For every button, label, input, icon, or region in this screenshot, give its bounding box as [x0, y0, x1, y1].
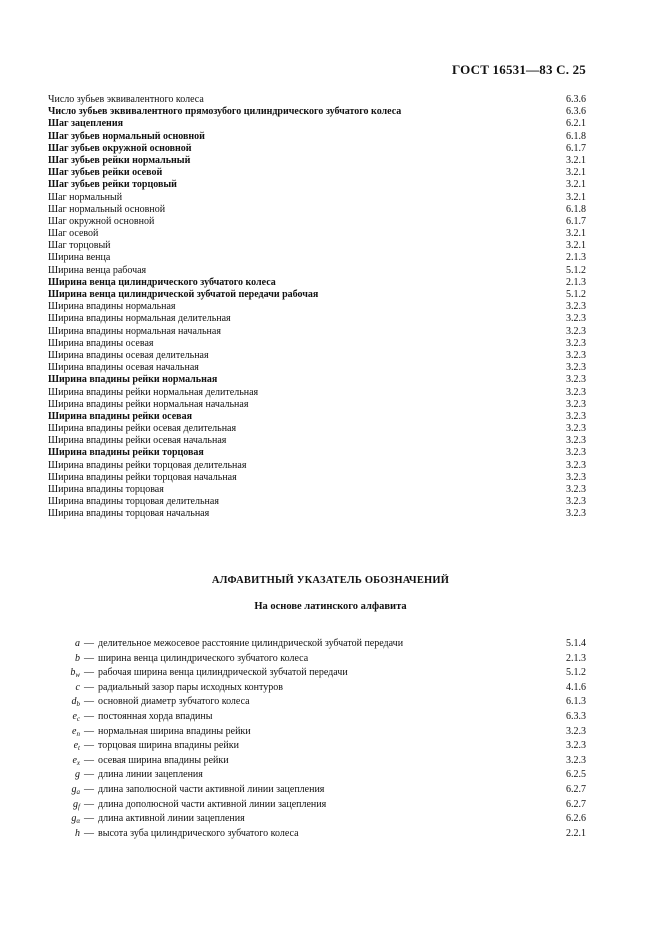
term-ref: 6.1.8 — [566, 203, 586, 215]
term-text: Ширина впадины торцовая начальная — [48, 508, 210, 520]
term-text: Шаг зубьев окружной основной — [48, 142, 192, 154]
symbol-dash: — — [84, 638, 94, 649]
symbol-description: длина линии зацепления — [98, 769, 203, 781]
term-text: Ширина впадины торцовая делительная — [48, 496, 219, 508]
symbol-ref: 6.2.5 — [566, 769, 586, 781]
term-text: Ширина впадины нормальная делительная — [48, 313, 231, 325]
term-ref: 3.2.3 — [566, 325, 586, 337]
term-row — [48, 399, 586, 411]
symbol-description: ширина венца цилиндрического зубчатого колеса — [98, 652, 309, 664]
term-index-list — [48, 94, 586, 521]
term-ref: 6.1.7 — [566, 142, 586, 154]
symbol-ref: 2.1.3 — [566, 652, 586, 664]
symbol-subscript: α — [76, 817, 80, 826]
term-row — [48, 496, 586, 508]
symbol-dash: — — [84, 710, 94, 722]
symbol-dash: — — [84, 769, 94, 781]
symbol-description: нормальная ширина впадины рейки — [98, 725, 251, 737]
symbol-row — [48, 652, 586, 667]
term-text: Ширина впадины торцовая — [48, 484, 164, 495]
term-text: Шаг зубьев рейки торцовый — [48, 179, 177, 191]
symbol-base: e — [72, 710, 77, 722]
term-ref: 3.2.3 — [566, 508, 586, 520]
term-row — [48, 435, 586, 447]
term-ref: 3.2.3 — [566, 374, 586, 386]
term-ref: 3.2.3 — [566, 313, 586, 325]
symbol-description: постоянная хорда впадины — [98, 710, 213, 722]
symbol-base: a — [75, 638, 80, 649]
symbol-base: e — [72, 725, 77, 737]
symbol-base: g — [71, 783, 77, 795]
symbol-ref: 2.2.1 — [566, 827, 586, 839]
term-ref: 3.2.1 — [566, 167, 586, 179]
term-ref: 5.1.2 — [566, 289, 586, 300]
term-row — [48, 155, 586, 167]
symbol-base: d — [71, 696, 77, 708]
term-text: Ширина впадины рейки осевая делительная — [48, 423, 237, 435]
term-ref: 3.2.3 — [566, 337, 586, 349]
term-row — [48, 289, 586, 301]
term-text: Ширина впадины осевая делительная — [48, 349, 209, 361]
term-row — [48, 447, 586, 459]
term-row — [48, 167, 586, 179]
term-ref: 6.3.6 — [566, 106, 586, 118]
term-text: Шаг нормальный — [48, 191, 123, 203]
symbol-ref: 4.1.6 — [566, 681, 586, 693]
symbol-description: делительное межосевое расстояние цилиндрической зубчатой передачи — [98, 638, 404, 649]
symbol-dash: — — [84, 725, 94, 737]
term-row — [48, 240, 586, 252]
symbol-subscript: w — [75, 671, 80, 680]
term-ref: 3.2.3 — [566, 459, 586, 471]
symbol-description: длина заполюсной части активной линии зацепления — [98, 783, 325, 795]
term-text: Ширина впадины рейки торцовая — [48, 447, 204, 459]
symbol — [48, 768, 80, 783]
term-row — [48, 484, 586, 496]
term-row — [48, 508, 586, 520]
term-ref: 6.2.1 — [566, 118, 586, 130]
symbol-row — [48, 812, 586, 827]
symbol-index-list — [48, 637, 586, 841]
term-ref: 2.1.3 — [566, 276, 586, 288]
symbol-subscript: b — [76, 700, 80, 709]
term-text: Шаг зубьев рейки осевой — [48, 167, 163, 179]
term-row — [48, 374, 586, 386]
term-ref: 3.2.3 — [566, 484, 586, 495]
term-text: Ширина впадины рейки нормальная делительная — [48, 386, 259, 398]
term-row — [48, 326, 586, 338]
symbol — [48, 681, 80, 696]
term-row — [48, 313, 586, 325]
symbol-subscript: c — [76, 714, 80, 723]
term-row — [48, 265, 586, 277]
term-text: Шаг зубьев рейки нормальный — [48, 154, 191, 166]
symbol — [48, 652, 80, 667]
term-row — [48, 472, 586, 484]
symbol-subscript: n — [76, 729, 80, 738]
symbol-ref: 5.1.2 — [566, 667, 586, 679]
symbol-base: h — [75, 827, 80, 839]
term-ref: 5.1.2 — [566, 264, 586, 276]
symbol-dash: — — [84, 696, 94, 708]
term-text: Ширина впадины осевая начальная — [48, 362, 199, 374]
term-row — [48, 252, 586, 264]
term-text: Число зубьев эквивалентного колеса — [48, 94, 204, 105]
term-text: Шаг торцовый — [48, 240, 111, 252]
symbol-description: основной диаметр зубчатого колеса — [98, 696, 250, 708]
symbol-ref: 3.2.3 — [566, 725, 586, 737]
term-row — [48, 204, 586, 216]
symbol — [48, 637, 80, 652]
symbol-row — [48, 798, 586, 813]
symbol-row — [48, 754, 586, 769]
term-ref: 3.2.3 — [566, 398, 586, 410]
term-row — [48, 387, 586, 399]
symbol-row — [48, 681, 586, 696]
term-ref: 3.2.3 — [566, 362, 586, 374]
symbol-ref: 3.2.3 — [566, 740, 586, 752]
term-text: Шаг зубьев нормальный основной — [48, 130, 205, 142]
section-title: АЛФАВИТНЫЙ УКАЗАТЕЛЬ ОБОЗНАЧЕНИЙ — [211, 575, 450, 586]
term-row — [48, 301, 586, 313]
symbol-base: g — [75, 769, 80, 781]
term-text: Число зубьев эквивалентного прямозубого цилиндрического зубчатого колеса — [48, 106, 402, 118]
term-text: Ширина впадины рейки нормальная — [48, 374, 218, 386]
symbol-base: g — [73, 798, 79, 810]
term-row — [48, 423, 586, 435]
term-text: Ширина впадины рейки осевая начальная — [48, 435, 227, 447]
term-text: Ширина впадины рейки нормальная начальная — [48, 398, 249, 410]
term-ref: 3.2.3 — [566, 471, 586, 483]
symbol — [48, 827, 80, 842]
symbol-ref: 6.3.3 — [566, 710, 586, 722]
symbol-ref: 3.2.3 — [566, 754, 586, 766]
term-row — [48, 106, 586, 118]
term-text: Ширина впадины рейки торцовая делительная — [48, 459, 247, 471]
term-row — [48, 216, 586, 228]
term-ref: 3.2.3 — [566, 386, 586, 398]
term-row — [48, 118, 586, 130]
term-row — [48, 131, 586, 143]
term-row — [48, 338, 586, 350]
term-row — [48, 179, 586, 191]
term-text: Ширина впадины нормальная — [48, 301, 176, 313]
symbol-base: e — [73, 740, 79, 752]
symbol-dash: — — [84, 754, 94, 766]
symbol-description: длина дополюсной части активной линии зацепления — [98, 798, 327, 810]
symbol-dash: — — [84, 783, 94, 795]
term-ref: 3.2.1 — [566, 191, 586, 203]
symbol-dash: — — [84, 740, 94, 752]
term-text: Шаг нормальный основной — [48, 203, 166, 215]
term-row — [48, 277, 586, 289]
term-ref: 3.2.1 — [566, 240, 586, 252]
symbol-description: длина активной линии зацепления — [98, 813, 245, 825]
term-text: Шаг зацепления — [48, 118, 123, 130]
symbol-description: торцовая ширина впадины рейки — [98, 740, 239, 752]
symbol-subscript: t — [78, 744, 80, 753]
term-text: Ширина впадины рейки торцовая начальная — [48, 471, 237, 483]
symbol-description: радиальный зазор пары исходных контуров — [98, 681, 283, 693]
symbol-subscript: x — [76, 758, 80, 767]
term-ref: 6.3.6 — [566, 94, 586, 105]
symbol-row — [48, 710, 586, 725]
term-text: Ширина впадины рейки осевая — [48, 410, 192, 422]
symbol-ref: 6.2.6 — [566, 813, 586, 825]
term-row — [48, 94, 586, 106]
symbol-ref: 5.1.4 — [566, 638, 586, 649]
term-text: Ширина венца цилиндрической зубчатой передачи рабочая — [48, 289, 319, 300]
symbol-row — [48, 725, 586, 740]
term-ref: 3.2.1 — [566, 179, 586, 191]
term-row — [48, 362, 586, 374]
subsection-title: На основе латинского алфавита — [254, 601, 407, 612]
term-ref: 3.2.1 — [566, 228, 586, 240]
symbol-description: высота зуба цилиндрического зубчатого колеса — [98, 827, 299, 839]
term-ref: 2.1.3 — [566, 252, 586, 264]
term-text: Ширина венца цилиндрического зубчатого колеса — [48, 276, 276, 288]
term-row — [48, 350, 586, 362]
term-text: Ширина венца — [48, 252, 111, 264]
symbol-ref: 6.2.7 — [566, 783, 586, 795]
term-row — [48, 143, 586, 155]
symbol-row — [48, 637, 586, 652]
symbol-row — [48, 739, 586, 754]
term-ref: 3.2.1 — [566, 154, 586, 166]
term-row — [48, 192, 586, 204]
symbol-subscript: f — [78, 802, 80, 811]
symbol-dash: — — [84, 813, 94, 825]
term-text: Ширина впадины осевая — [48, 337, 154, 349]
symbol-description: рабочая ширина венца цилиндрической зубчатой передачи — [98, 667, 348, 679]
symbol-dash: — — [84, 798, 94, 810]
symbol-row — [48, 695, 586, 710]
term-row — [48, 460, 586, 472]
term-text: Ширина венца рабочая — [48, 264, 147, 276]
term-ref: 3.2.3 — [566, 410, 586, 422]
symbol-subscript: a — [76, 787, 80, 796]
symbol-dash: — — [84, 681, 94, 693]
symbol-base: b — [70, 667, 76, 679]
symbol-row — [48, 768, 586, 783]
term-row — [48, 411, 586, 423]
symbol-base: c — [75, 681, 80, 693]
symbol-dash: — — [84, 652, 94, 664]
symbol-base: b — [75, 652, 80, 664]
symbol-description: осевая ширина впадины рейки — [98, 754, 229, 766]
symbol-row — [48, 827, 586, 842]
page-header: ГОСТ 16531—83 С. 25 — [452, 62, 586, 77]
symbol-dash: — — [84, 827, 94, 839]
symbol-row — [48, 783, 586, 798]
symbol-ref: 6.1.3 — [566, 696, 586, 708]
term-text: Шаг окружной основной — [48, 215, 155, 227]
term-ref: 3.2.3 — [566, 447, 586, 459]
term-ref: 6.1.7 — [566, 215, 586, 227]
symbol-base: e — [72, 754, 77, 766]
symbol-dash: — — [84, 667, 94, 679]
term-text: Ширина впадины нормальная начальная — [48, 325, 221, 337]
term-ref: 3.2.3 — [566, 349, 586, 361]
symbol-row — [48, 666, 586, 681]
term-ref: 3.2.3 — [566, 423, 586, 435]
term-text: Шаг осевой — [48, 228, 99, 240]
term-ref: 3.2.3 — [566, 496, 586, 508]
term-ref: 3.2.3 — [566, 435, 586, 447]
symbol-base: g — [71, 813, 77, 825]
term-ref: 3.2.3 — [566, 301, 586, 313]
term-row — [48, 228, 586, 240]
symbol-ref: 6.2.7 — [566, 798, 586, 810]
term-ref: 6.1.8 — [566, 130, 586, 142]
